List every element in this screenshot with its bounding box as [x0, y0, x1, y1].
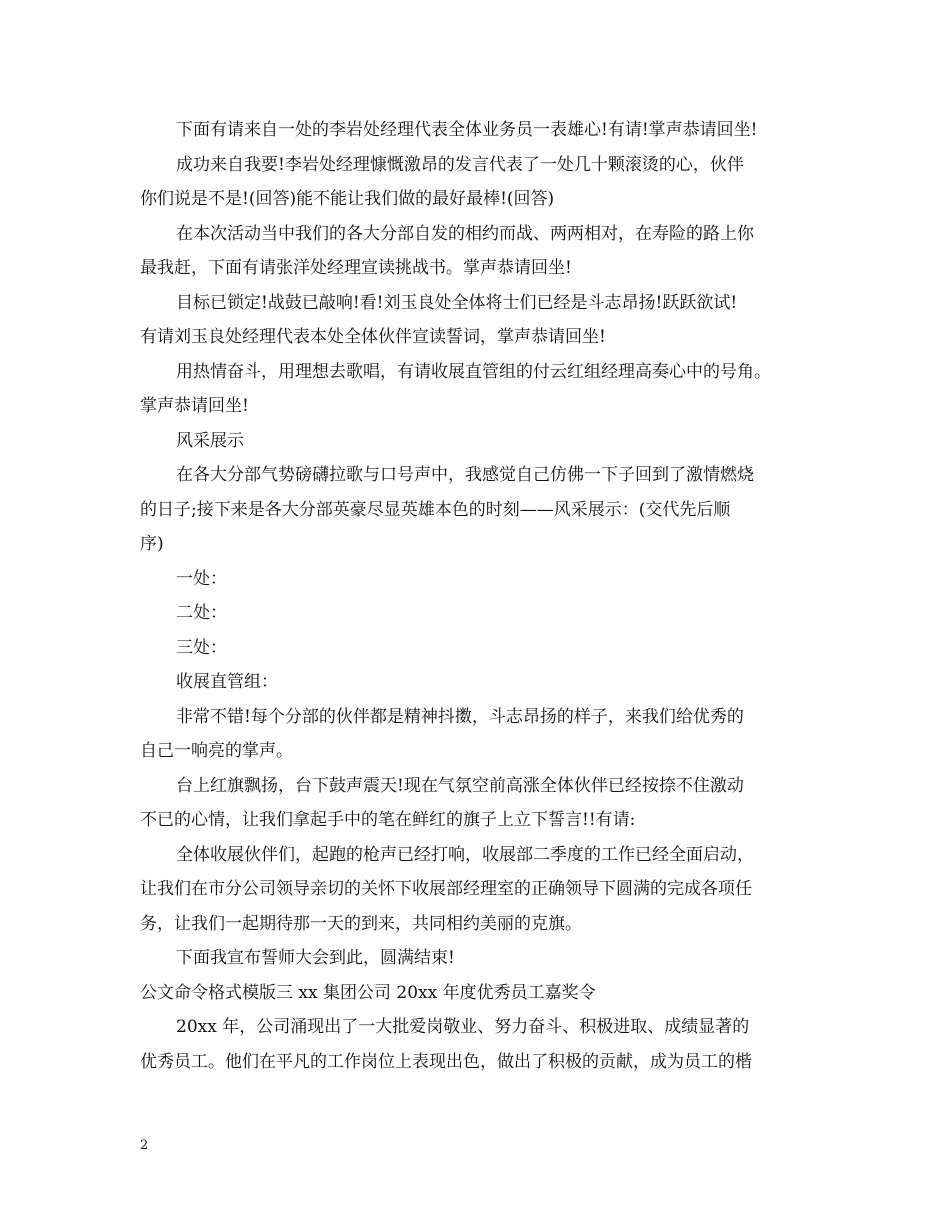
text-line: 非常不错!每个分部的伙伴都是精神抖擞，斗志昂扬的样子，来我们给优秀的 — [176, 706, 744, 727]
text-line: 序) — [140, 534, 164, 554]
text-line: 有请刘玉良处经理代表本处全体伙伴宣读誓词，掌声恭请回坐! — [140, 327, 606, 347]
text-line: 的日子;接下来是各大分部英豪尽显英雄本色的时刻——风采展示：(交代先后顺 — [140, 499, 731, 520]
text-line: 在各大分部气势磅礴拉歌与口号声中，我感觉自己仿佛一下子回到了激情燃烧 — [176, 465, 754, 485]
text-line: 风采展示 — [176, 430, 244, 451]
text-line: 一处： — [176, 568, 227, 589]
page-number: 2 — [140, 1138, 149, 1153]
text-line: 公文命令格式模版三 xx 集团公司 20xx 年度优秀员工嘉奖令 — [140, 982, 596, 1003]
text-line: 全体收展伙伴们，起跑的枪声已经打响，收展部二季度的工作已经全面启动， — [176, 844, 754, 865]
text-line: 20xx 年，公司涌现出了一大批爱岗敬业、努力奋斗、积极进取、成绩显著的 — [176, 1017, 750, 1037]
text-line: 最我赶，下面有请张洋处经理宣读挑战书。掌声恭请回坐! — [140, 258, 572, 278]
text-line: 掌声恭请回坐! — [140, 396, 249, 416]
text-line: 自己一响亮的掌声。 — [140, 741, 293, 761]
text-line: 让我们在市分公司领导亲切的关怀下收展部经理室的正确领导下圆满的完成各项任 — [140, 879, 752, 899]
text-line: 不已的心情，让我们拿起手中的笔在鲜红的旗子上立下誓言!!有请: — [140, 810, 636, 830]
text-line: 收展直管组： — [176, 672, 278, 692]
document-body — [140, 116, 830, 1082]
text-line: 二处： — [176, 603, 227, 623]
text-line: 三处： — [176, 637, 227, 658]
text-line: 务，让我们一起期待那一天的到来，共同相约美丽的克旗。 — [140, 913, 582, 934]
text-line: 台上红旗飘扬，台下鼓声震天!现在气氛空前高涨全体伙伴已经按捺不住激动 — [176, 775, 744, 796]
text-line: 下面有请来自一处的李岩处经理代表全体业务员一表雄心!有请!掌声恭请回坐! — [176, 120, 758, 140]
text-line: 目标已锁定!战鼓已敲响!看!刘玉良处全体将士们已经是斗志昂扬!跃跃欲试! — [176, 292, 738, 313]
text-line: 用热情奋斗，用理想去歌唱，有请收展直管组的付云红组经理高奏心中的号角。 — [176, 361, 771, 382]
text-line: 优秀员工。他们在平凡的工作岗位上表现出色，做出了积极的贡献，成为员工的楷 — [140, 1051, 752, 1072]
text-line: 成功来自我要!李岩处经理慷慨激昂的发言代表了一处几十颗滚烫的心，伙伴 — [176, 154, 744, 175]
text-line: 下面我宣布誓师大会到此，圆满结束! — [176, 948, 455, 968]
text-line: 你们说是不是!(回答)能不能让我们做的最好最棒!(回答) — [140, 189, 555, 209]
text-line: 在本次活动当中我们的各大分部自发的相约而战、两两相对，在寿险的路上你 — [176, 223, 754, 244]
